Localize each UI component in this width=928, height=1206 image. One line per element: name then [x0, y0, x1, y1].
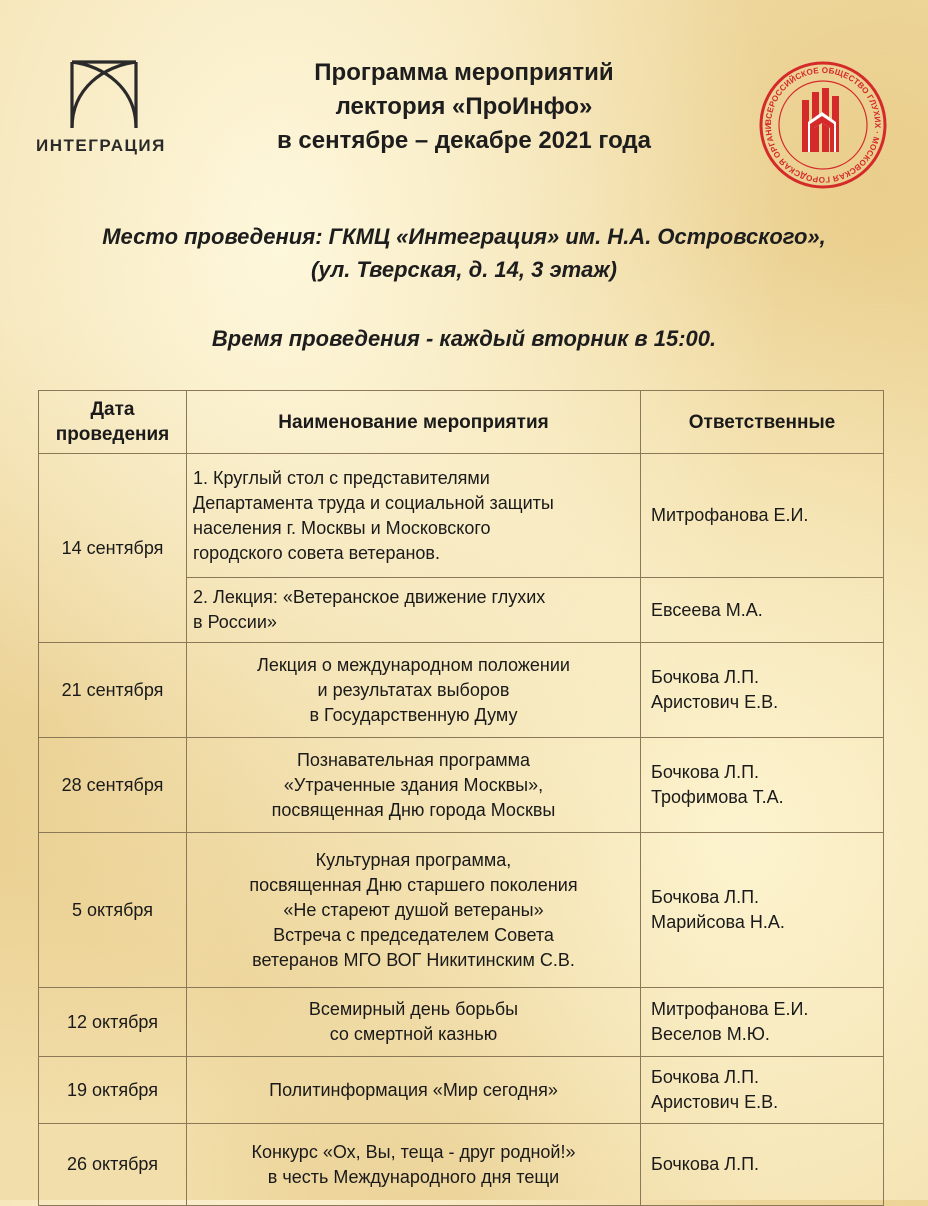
event-cell-line: в честь Международного дня тещи: [267, 1166, 560, 1187]
responsible-cell-line: Бочкова Л.П.: [651, 1154, 760, 1174]
event-cell-line: Департамента труда и социальной защиты: [193, 492, 554, 513]
event-cell-line: «Утраченные здания Москвы»,: [283, 774, 544, 795]
date-cell-line: 12 октября: [67, 1011, 158, 1032]
responsible-cell: [641, 1057, 884, 1124]
table-row: [39, 454, 884, 578]
event-cell-line: Познавательная программа: [296, 749, 531, 770]
date-cell-line: 5 октября: [72, 899, 153, 920]
title-line-1: Программа мероприятий: [314, 59, 614, 86]
table-row: [39, 1124, 884, 1206]
header-date: Дата проведения: [39, 391, 187, 454]
table-row: [39, 738, 884, 833]
responsible-cell: [641, 578, 884, 643]
event-cell: [187, 833, 641, 988]
page-title: [190, 56, 738, 158]
venue-info: [40, 220, 888, 286]
responsible-cell: [641, 988, 884, 1057]
event-cell: [187, 454, 641, 578]
event-cell-line: Культурная программа,: [315, 849, 512, 870]
event-cell-line: Конкурс «Ох, Вы, теща - друг родной!»: [251, 1141, 576, 1162]
event-cell-line: в России»: [193, 612, 277, 632]
event-cell-line: Встреча с председателем Совета: [273, 924, 554, 945]
date-cell: [39, 643, 187, 738]
date-cell-line: 28 сентября: [61, 774, 164, 795]
responsible-cell-line: Евсеева М.А.: [651, 599, 763, 620]
vog-emblem-icon: [758, 60, 888, 190]
date-cell: [39, 738, 187, 833]
header-event: Наименование мероприятия: [187, 391, 641, 454]
event-cell-line: в Государственную Думу: [309, 704, 518, 725]
date-cell-line: 14 сентября: [61, 537, 164, 558]
responsible-cell-line: Веселов М.Ю.: [651, 1024, 770, 1044]
date-cell: [39, 833, 187, 988]
table-row: [39, 1057, 884, 1124]
event-cell-line: 2. Лекция: «Ветеранское движение глухих: [193, 587, 546, 607]
date-cell: [39, 1057, 187, 1124]
responsible-cell-line: Бочкова Л.П.: [651, 762, 760, 782]
event-cell-line: «Не стареют душой ветераны»: [283, 899, 544, 920]
event-cell: [187, 1057, 641, 1124]
integration-logo-text: ИНТЕГРАЦИЯ: [36, 136, 166, 155]
event-cell: [187, 643, 641, 738]
responsible-cell-line: Митрофанова Е.И.: [651, 505, 809, 525]
responsible-cell-line: Бочкова Л.П.: [651, 1067, 760, 1087]
responsible-cell-line: Аристович Е.В.: [651, 692, 779, 712]
table-row: [39, 643, 884, 738]
date-cell: [39, 988, 187, 1057]
responsible-cell-line: Бочкова Л.П.: [651, 887, 760, 907]
table-row: [39, 988, 884, 1057]
event-cell: [187, 988, 641, 1057]
time-info: Время проведения - каждый вторник в 15:00.: [211, 326, 717, 351]
event-cell-line: ветеранов МГО ВОГ Никитинским С.В.: [252, 949, 575, 970]
responsible-cell-line: Аристович Е.В.: [651, 1092, 779, 1112]
event-cell-line: посвященная Дню города Москвы: [271, 799, 556, 820]
event-cell: [187, 578, 641, 643]
date-cell: [39, 1124, 187, 1206]
title-line-3: в сентябре – декабре 2021 года: [277, 127, 651, 154]
responsible-cell: [641, 738, 884, 833]
event-cell: [187, 1124, 641, 1206]
venue-line-2: (ул. Тверская, д. 14, 3 этаж): [311, 257, 617, 282]
responsible-cell-line: Бочкова Л.П.: [651, 667, 760, 687]
date-cell-line: 19 октября: [67, 1079, 158, 1100]
event-cell-line: населения г. Москвы и Московского: [193, 517, 491, 538]
integration-logo: [36, 58, 186, 156]
schedule-body: [39, 454, 884, 1206]
event-cell-line: и результатах выборов: [317, 679, 510, 700]
date-cell-line: 26 октября: [67, 1154, 158, 1174]
integration-arch-icon: [68, 58, 140, 130]
responsible-cell-line: Трофимова Т.А.: [651, 787, 784, 807]
venue-line-1: Место проведения: ГКМЦ «Интеграция» им. Н.А. Островского»,: [102, 224, 826, 249]
table-row: [39, 833, 884, 988]
vog-logo: [758, 60, 888, 190]
table-header-row: [39, 391, 884, 454]
title-line-2: лектория «ПроИнфо»: [335, 93, 593, 120]
responsible-cell: [641, 454, 884, 578]
event-cell-line: Политинформация «Мир сегодня»: [269, 1079, 558, 1100]
event-cell-line: 1. Круглый стол с представителями: [193, 467, 490, 488]
responsible-cell: [641, 833, 884, 988]
event-cell-line: посвященная Дню старшего поколения: [249, 874, 578, 895]
event-cell-line: со смертной казнью: [329, 1024, 498, 1044]
responsible-cell-line: Марийсова Н.А.: [651, 912, 785, 932]
vog-ring-text: ВСЕРОССИЙСКОЕ ОБЩЕСТВО ГЛУХИХ · МОСКОВСКАЯ ГОРОДСКАЯ ОРГАНИ: [763, 65, 883, 185]
responsible-cell: [641, 1124, 884, 1206]
schedule-table: [38, 390, 884, 1206]
event-cell-line: городского совета ветеранов.: [193, 542, 440, 563]
header-resp: Ответственные: [641, 391, 884, 454]
date-cell: [39, 454, 187, 643]
event-cell-line: Всемирный день борьбы: [308, 999, 519, 1019]
event-cell: [187, 738, 641, 833]
responsible-cell: [641, 643, 884, 738]
responsible-cell-line: Митрофанова Е.И.: [651, 999, 809, 1019]
date-cell-line: 21 сентября: [61, 679, 164, 700]
event-cell-line: Лекция о международном положении: [257, 654, 570, 675]
